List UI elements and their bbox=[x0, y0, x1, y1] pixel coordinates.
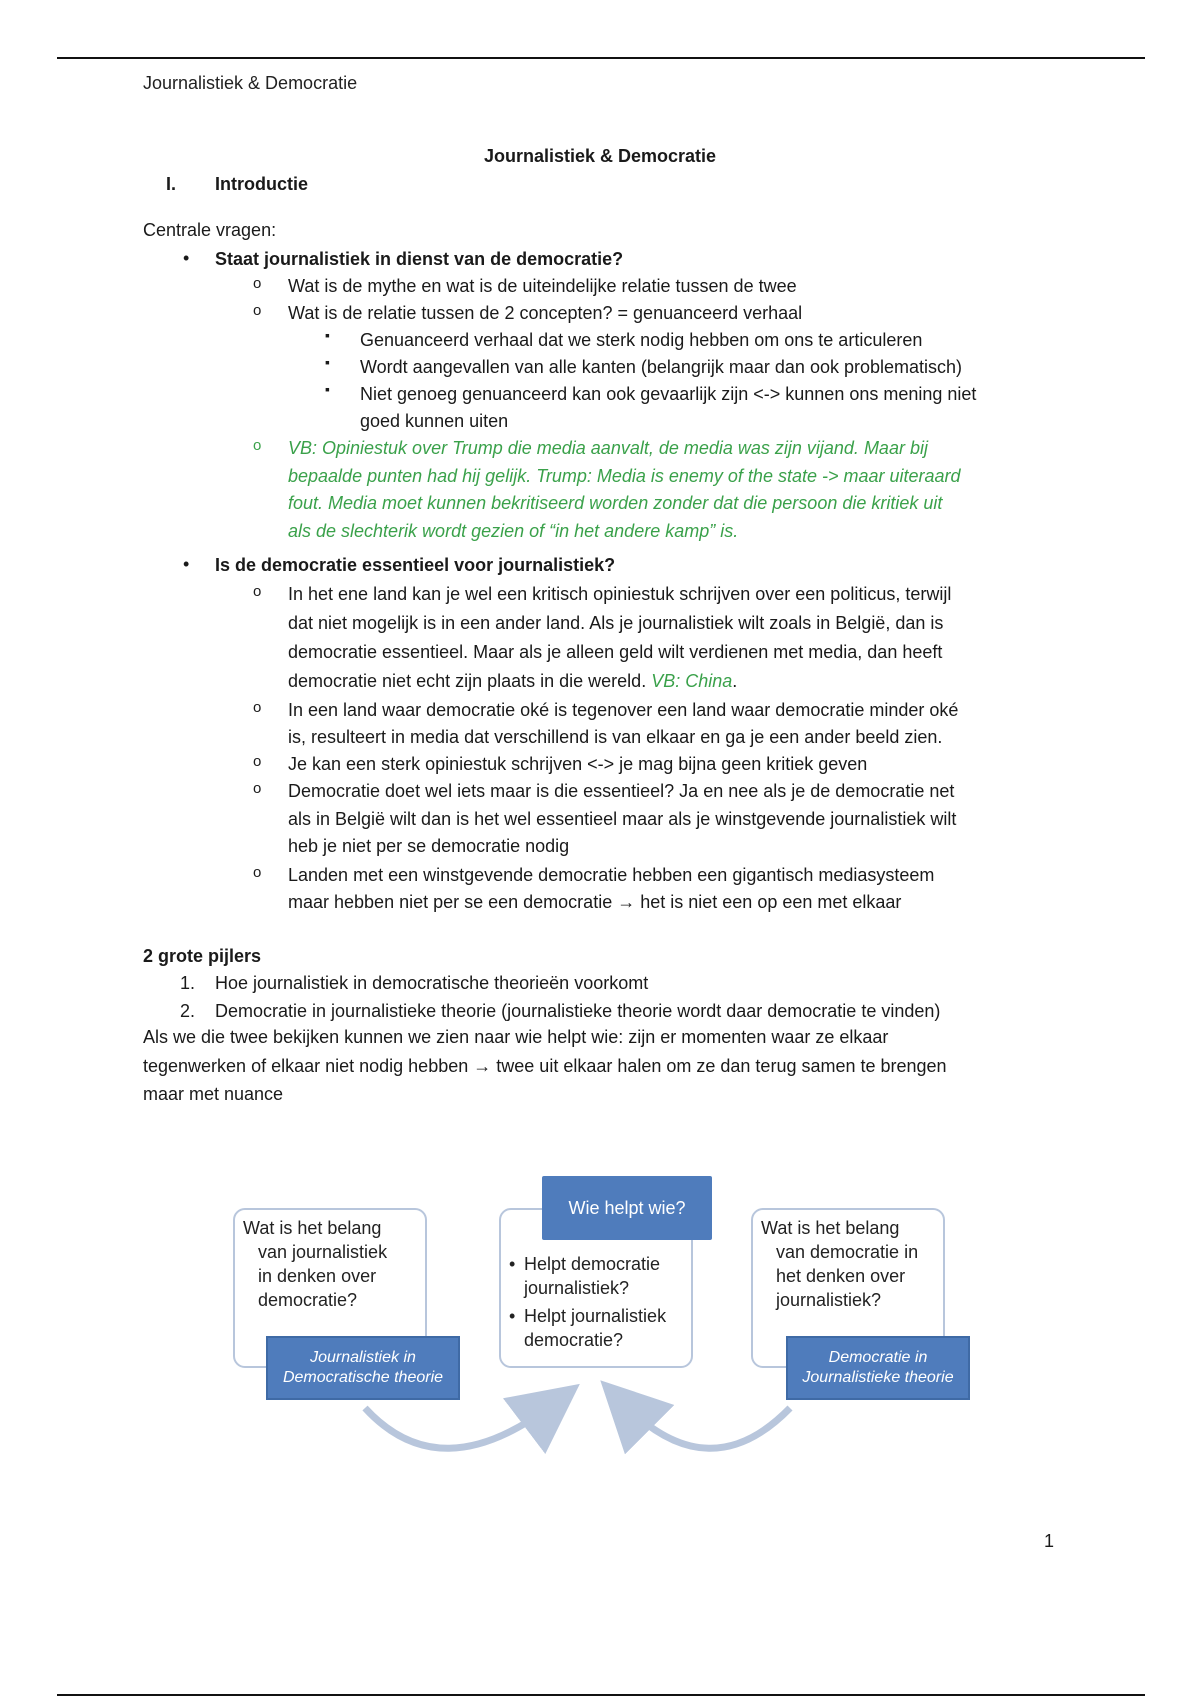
hollow-bullet-icon: o bbox=[253, 780, 262, 797]
box-line: in denken over bbox=[258, 1266, 377, 1286]
list-number: 2. bbox=[180, 1001, 196, 1021]
curved-arrow-right bbox=[625, 1405, 790, 1448]
box-line: Helpt journalistiek bbox=[524, 1306, 667, 1326]
q2-item-line: is, resulteert in media dat verschillend is van elkaar en ga je een ander beeld zien. bbox=[288, 727, 943, 747]
q2-item-line: democratie essentieel. Maar als je alleen geld wilt verdienen met media, dan heeft bbox=[288, 642, 943, 662]
q2-item-line: als in België wilt dan is het wel essentieel maar als je winstgevende journalistiek wilt bbox=[288, 809, 957, 829]
running-header: Journalistiek & Democratie bbox=[143, 73, 358, 93]
box-line: Wat is het belang bbox=[243, 1218, 382, 1238]
box-line: van democratie in bbox=[776, 1242, 919, 1262]
square-bullet-icon: ▪ bbox=[325, 327, 330, 343]
q2-item-line: In het ene land kan je wel een kritisch opiniestuk schrijven over een politicus, terwijl bbox=[288, 584, 952, 604]
paragraph-text: twee uit elkaar halen om ze dan terug samen te brengen bbox=[496, 1056, 947, 1076]
hollow-bullet-icon: o bbox=[253, 275, 262, 292]
box-line: Wat is het belang bbox=[761, 1218, 900, 1238]
q1-subsub-item-cont: goed kunnen uiten bbox=[360, 411, 509, 431]
example-line: bepaalde punten had hij gelijk. Trump: Media is enemy of the state -> maar uiteraard bbox=[288, 466, 961, 486]
arrow-right-icon: → bbox=[617, 892, 636, 912]
q2-item-text: het is niet een op een met elkaar bbox=[640, 892, 902, 912]
bullet-icon: • bbox=[183, 554, 190, 574]
q1-subsub-item: Wordt aangevallen van alle kanten (belangrijk maar dan ook problematisch) bbox=[360, 357, 963, 377]
wie-helpt-wie-header: Wie helpt wie? bbox=[542, 1176, 712, 1240]
section-title: Introductie bbox=[215, 174, 308, 194]
box-line: het denken over bbox=[776, 1266, 906, 1286]
bullet-icon: • bbox=[509, 1254, 516, 1274]
q2-item-line: In een land waar democratie oké is tegenover een land waar democratie minder oké bbox=[288, 700, 959, 720]
hollow-bullet-icon: o bbox=[253, 583, 262, 600]
q2-item-line: heb je niet per se democratie nodig bbox=[288, 836, 570, 856]
q1-subsub-item: Genuanceerd verhaal dat we sterk nodig hebben om ons te articuleren bbox=[360, 330, 923, 350]
footer-rule bbox=[57, 1694, 1145, 1696]
box-line: journalistiek? bbox=[524, 1278, 630, 1298]
q1-sub-item: Wat is de mythe en wat is de uiteindelijke relatie tussen de twee bbox=[288, 276, 797, 296]
box-line: journalistiek? bbox=[776, 1290, 882, 1310]
pillars-paragraph: Als we die twee bekijken kunnen we zien naar wie helpt wie: zijn er momenten waar ze elkaar bbox=[143, 1027, 889, 1047]
hollow-bullet-icon: o bbox=[253, 864, 262, 881]
section-number: I. bbox=[166, 174, 177, 194]
arrow-right-icon: → bbox=[473, 1056, 492, 1076]
curved-arrow-left bbox=[365, 1405, 552, 1448]
question-2-title: Is de democratie essentieel voor journalistiek? bbox=[215, 555, 616, 575]
hollow-bullet-icon: o bbox=[253, 753, 262, 770]
bullet-icon: • bbox=[183, 248, 190, 268]
q2-item-line: Democratie doet wel iets maar is die essentieel? Ja en nee als je de democratie net bbox=[288, 781, 955, 801]
pillars-paragraph: maar met nuance bbox=[143, 1084, 284, 1104]
q1-sub-item: Wat is de relatie tussen de 2 concepten? = genuanceerd verhaal bbox=[288, 303, 803, 323]
box-line: Helpt democratie bbox=[524, 1254, 661, 1274]
square-bullet-icon: ▪ bbox=[325, 354, 330, 370]
example-line: als de slechterik wordt gezien of “in het andere kamp” is. bbox=[288, 521, 739, 541]
tag-line: Journalistiek in bbox=[310, 1349, 416, 1366]
square-bullet-icon: ▪ bbox=[325, 381, 330, 397]
tag-line: Journalistieke theorie bbox=[802, 1369, 954, 1386]
hollow-bullet-icon: o bbox=[253, 302, 262, 319]
example-china: VB: China bbox=[651, 671, 733, 691]
question-1-title: Staat journalistiek in dienst van de democratie? bbox=[215, 249, 624, 269]
pillar-item: Democratie in journalistieke theorie (journalistieke theorie wordt daar democratie te vinden) bbox=[215, 1001, 941, 1021]
list-number: 1. bbox=[180, 973, 196, 993]
pillar-item: Hoe journalistiek in democratische theorieën voorkomt bbox=[215, 973, 649, 993]
q2-item-text: maar hebben niet per se een democratie bbox=[288, 892, 613, 912]
period: . bbox=[732, 671, 738, 691]
central-questions-label: Centrale vragen: bbox=[143, 220, 277, 240]
tag-line: Democratie in bbox=[828, 1349, 928, 1366]
box-line: democratie? bbox=[258, 1290, 358, 1310]
page-title: Journalistiek & Democratie bbox=[483, 146, 717, 166]
hollow-bullet-icon: o bbox=[253, 437, 262, 454]
paragraph-text: tegenwerken of elkaar niet nodig hebben bbox=[143, 1056, 469, 1076]
q2-item-line: Je kan een sterk opiniestuk schrijven <-> je mag bijna geen kritiek geven bbox=[288, 754, 868, 774]
page-number: 1 bbox=[1044, 1531, 1055, 1551]
q2-item-line: Landen met een winstgevende democratie hebben een gigantisch mediasysteem bbox=[288, 865, 935, 885]
box-line: democratie? bbox=[524, 1330, 624, 1350]
democratie-in-journalistieke-theorie-tag bbox=[786, 1336, 970, 1400]
bullet-icon: • bbox=[509, 1306, 516, 1326]
tag-line: Democratische theorie bbox=[282, 1369, 444, 1386]
example-line: VB: Opiniestuk over Trump die media aanvalt, de media was zijn vijand. Maar bij bbox=[288, 438, 928, 458]
journalistiek-in-democratische-theorie-tag bbox=[266, 1336, 460, 1400]
q2-item-line: dat niet mogelijk is in een ander land. Als je journalistiek wilt zoals in België, dan is bbox=[288, 613, 944, 633]
example-line: fout. Media moet kunnen bekritiseerd worden zonder dat die persoon die kritiek uit bbox=[288, 493, 943, 513]
box-line: van journalistiek bbox=[258, 1242, 388, 1262]
hollow-bullet-icon: o bbox=[253, 699, 262, 716]
pillars-heading: 2 grote pijlers bbox=[143, 946, 262, 966]
q2-item-text: democratie niet echt zijn plaats in die wereld. bbox=[288, 671, 647, 691]
q1-subsub-item: Niet genoeg genuanceerd kan ook gevaarlijk zijn <-> kunnen ons mening niet bbox=[360, 384, 977, 404]
